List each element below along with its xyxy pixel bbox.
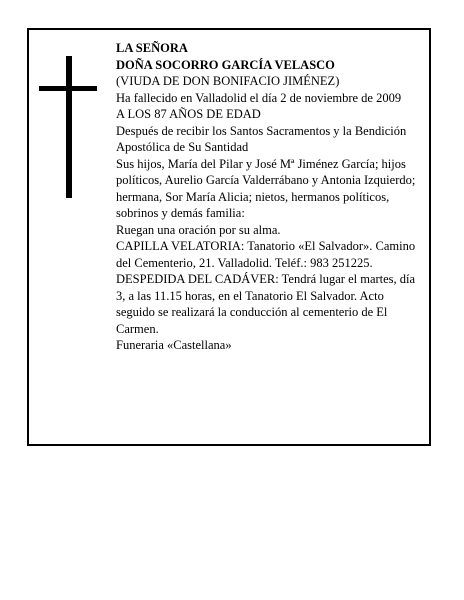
cross-horizontal-bar	[39, 86, 97, 91]
farewell-info: DESPEDIDA DEL CADÁVER: Tendrá lugar el martes, día 3, a las 11.15 horas, en el Tanatorio El Salvador. Acto seguido se realizará la conducción al cementerio de El Carmen.	[116, 272, 416, 336]
cross-vertical-bar	[66, 56, 72, 198]
sacraments-line: Después de recibir los Santos Sacramentos y la Bendición Apostólica de Su Santidad	[116, 123, 407, 154]
widow-of-line: (VIUDA DE DON BONIFACIO JIMÉNEZ)	[116, 74, 340, 88]
funeral-home: Funeraria «Castellana»	[116, 338, 232, 352]
obituary-text	[116, 40, 416, 354]
death-notice: Ha fallecido en Valladolid el día 2 de noviembre de 2009	[116, 90, 402, 105]
chapel-info: CAPILLA VELATORIA: Tanatorio «El Salvador». Camino del Cementerio, 21. Valladolid. Teléf.: 983 251225.	[116, 239, 416, 270]
notice-title: LA SEÑORA	[116, 41, 188, 55]
obituary-notice	[27, 28, 431, 446]
family-list: Sus hijos, María del Pilar y José Mª Jiménez García; hijos políticos, Aurelio García Valderrábano y Antonia Izquierdo; hermana, Sor María Alicia; nietos, hermanos políticos, sobrinos y demás familia:	[116, 156, 416, 220]
deceased-name: DOÑA SOCORRO GARCÍA VELASCO	[116, 57, 335, 72]
age-line: A LOS 87 AÑOS DE EDAD	[116, 107, 261, 121]
prayer-request: Ruegan una oración por su alma.	[116, 222, 281, 237]
